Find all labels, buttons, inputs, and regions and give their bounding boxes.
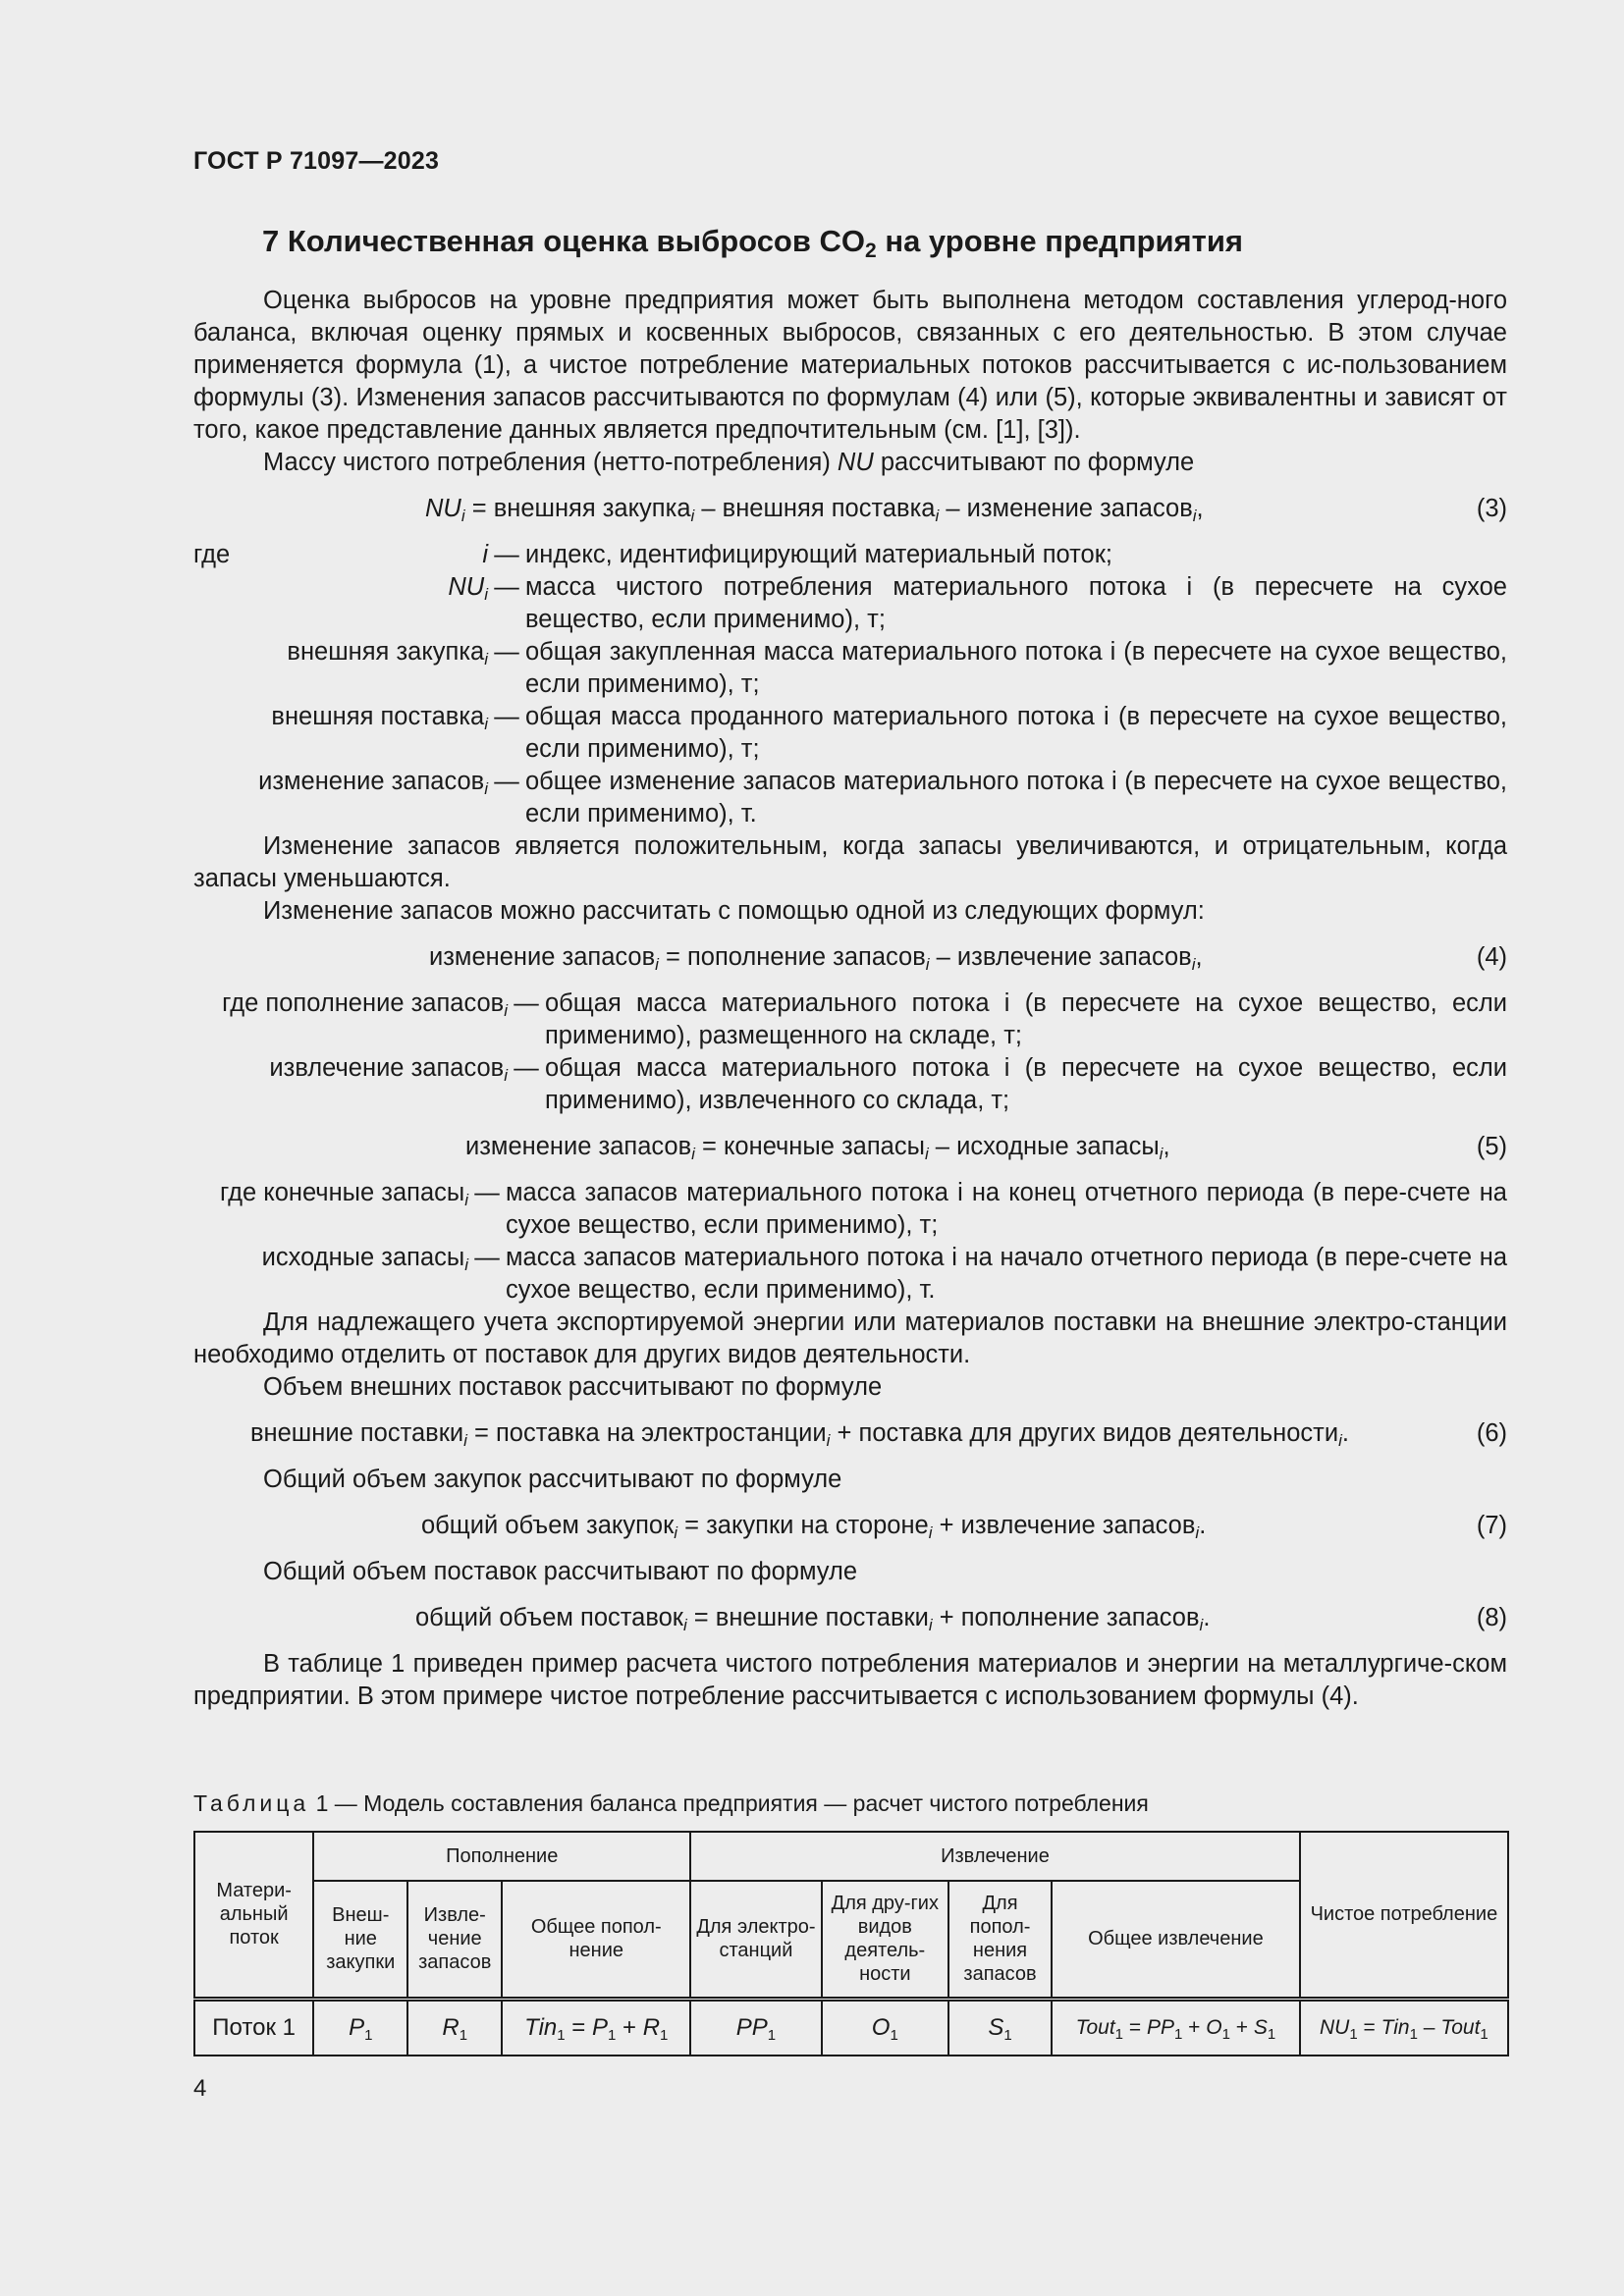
formula-number: (3): [1476, 495, 1507, 522]
definition-item: исходные запасы$_i$ — масса запасов материального потока i на начало отчетного периода (в пере-счете на сухое вещество, если применимо), т.: [261, 1244, 1507, 1304]
paragraph: Массу чистого потребления (нетто-потребления) NU рассчитывают по формуле: [263, 449, 1195, 476]
where-list-5: [193, 1177, 1507, 1307]
formula-4: изменение запасов$_i$ = пополнение запасов$_i$ – извлечение запасов$_i$, (4): [429, 943, 1507, 974]
formula-number: (5): [1476, 1133, 1507, 1160]
formula-number: (4): [1476, 943, 1507, 971]
definition-item: извлечение запасов$_i$ — общая масса материального потока i (в пересчете на сухое вещество, если применимо), извлеченного со склада, т;: [269, 1054, 1507, 1114]
table-cell: $O_1$: [822, 1999, 948, 2056]
table-cell: $Tin_1 = P_1 + R_1$: [502, 1999, 690, 2056]
header-cell: Внеш-ние закупки: [313, 1881, 407, 1999]
header-cell: Общее извлечение: [1052, 1881, 1300, 1999]
formula-number: (8): [1476, 1604, 1507, 1631]
table-cell: $PP_1$: [690, 1999, 821, 2056]
definition-item: внешняя закупка$_i$ — общая закупленная масса материального потока i (в пересчете на сухое вещество, если применимо), т;: [287, 638, 1507, 698]
table-cell: $R_1$: [407, 1999, 502, 2056]
formula-5: изменение запасов$_i$ = конечные запасы$_i$ – исходные запасы$_i$, (5): [465, 1133, 1507, 1163]
header-net-consumption: Чистое потребление: [1300, 1832, 1508, 1999]
table-cell: Tout$_1$ = $PP_1 + O_1 + S_1$: [1052, 1999, 1300, 2056]
paragraph: Общий объем закупок рассчитывают по формуле: [263, 1466, 842, 1493]
section-title: 7 Количественная оценка выбросов $CO_2$ на уровне предприятия: [262, 224, 1243, 262]
header-cell: Для попол-нения запасов: [948, 1881, 1052, 1999]
definition-item: внешняя поставка$_i$ — общая масса проданного материального потока i (в пересчете на сухое вещество, если применимо), т;: [271, 703, 1507, 763]
definition-item: где пополнение запасов$_i$ — общая масса материального потока i (в пересчете на сухое вещество, если применимо), размещенного на складе, т;: [222, 989, 1507, 1049]
paragraph: В таблице 1 приведен пример расчета чистого потребления материалов и энергии на металлургиче-ском предприятии. В этом примере чистое потребление рассчитывается с использованием формулы (4).: [193, 1650, 1507, 1710]
paragraph: Оценка выбросов на уровне предприятия может быть выполнена методом составления углерод-ного баланса, включая оценку прямых и косвенных выбросов, связанных с его деятельностью. В этом случае применяется формула (1), а чистое потребление материальных потоков рассчитывается с ис-пользованием формулы (3). Изменения запасов рассчитываются по формулам (4) или (5), которые эквивалентны и зависят от того, какое представление данных является предпочтительным (см. [1], [3]).: [193, 287, 1507, 444]
formula-number: (6): [1476, 1419, 1507, 1447]
paragraph: Изменение запасов является положительным, когда запасы увеличиваются, и отрицательным, когда запасы уменьшаются.: [193, 832, 1507, 892]
table-cell: $S_1$: [948, 1999, 1052, 2056]
formula-6: внешние поставки$_i$ = поставка на электростанции$_i$ + поставка для других видов деятельности$_i$. (6): [250, 1419, 1507, 1450]
paragraph: Объем внешних поставок рассчитывают по формуле: [263, 1373, 883, 1401]
header-cell: Для электро-станций: [690, 1881, 821, 1999]
document-header: ГОСТ Р 71097—2023: [193, 147, 440, 175]
table-cell: Поток 1: [194, 1999, 313, 2056]
formula-3: $NU_i$ = внешняя закупка$_i$ – внешняя поставка$_i$ – изменение запасов$_i$, (3): [425, 495, 1507, 525]
table-cell: $NU_1 = Tin_1$ – Tout$_1$: [1300, 1999, 1508, 2056]
definition-item: изменение запасов$_i$ — общее изменение запасов материального потока i (в пересчете на сухое вещество, если применимо), т.: [258, 768, 1507, 828]
paragraph: Общий объем поставок рассчитывают по формуле: [263, 1558, 858, 1585]
table-row: [194, 1999, 1508, 2056]
formula-7: общий объем закупок$_i$ = закупки на стороне$_i$ + извлечение запасов$_i$. (7): [421, 1512, 1507, 1542]
header-cell: Извле-чение запасов: [407, 1881, 502, 1999]
definition-item: где конечные запасы$_i$ — масса запасов материального потока i на конец отчетного периода (в пере-счете на сухое вещество, если применимо), т;: [219, 1179, 1507, 1239]
formula-number: (7): [1476, 1512, 1507, 1539]
paragraph: Для надлежащего учета экспортируемой энергии или материалов поставки на внешние электро-станции необходимо отделить от поставок для других видов деятельности.: [193, 1308, 1507, 1368]
formula-8: общий объем поставок$_i$ = внешние поставки$_i$ + пополнение запасов$_i$. (8): [415, 1604, 1507, 1634]
where-list-4: [193, 988, 1507, 1117]
table-header-row: [194, 1832, 1508, 1881]
header-withdrawal: Извлечение: [690, 1832, 1300, 1881]
header-replenishment: Пополнение: [313, 1832, 690, 1881]
balance-table: [193, 1831, 1509, 2056]
header-material-flow: Матери-альный поток: [194, 1832, 313, 1999]
where-label: где: [193, 541, 231, 568]
where-list-3: [193, 539, 1507, 830]
page-number: 4: [193, 2075, 207, 2102]
header-cell: Общее попол-нение: [502, 1881, 690, 1999]
definition-item: $NU_i$ — масса чистого потребления материального потока i (в пересчете на сухое вещество, если применимо), т;: [448, 573, 1507, 633]
paragraph: Изменение запасов можно рассчитать с помощью одной из следующих формул:: [263, 897, 1205, 925]
header-cell: Для дру-гих видов деятель-ности: [822, 1881, 948, 1999]
document-body: [193, 285, 1507, 1713]
table-cell: $P_1$: [313, 1999, 407, 2056]
definition-item: i — индекс, идентифицирующий материальный поток;: [482, 541, 1112, 568]
table-caption: Таблица 1 — Модель составления баланса предприятия — расчет чистого потребления: [193, 1790, 1149, 1816]
